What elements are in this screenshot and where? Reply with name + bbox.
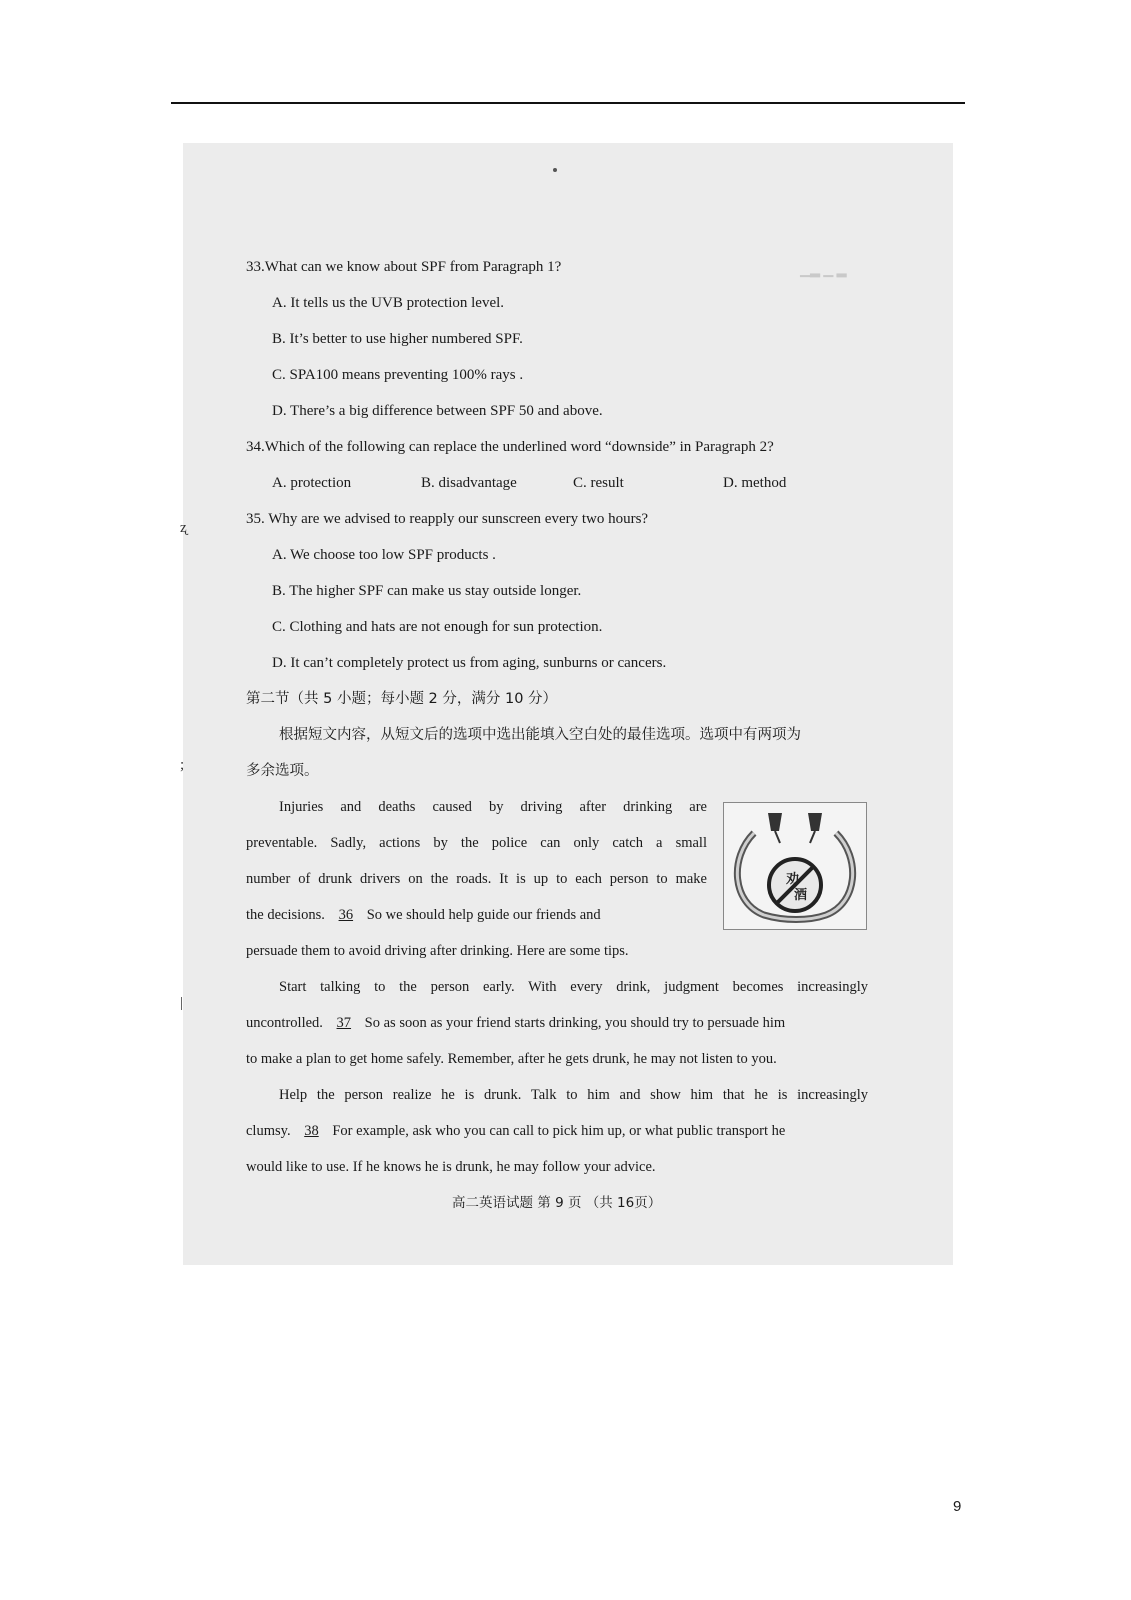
no-urging-drink-illustration [723,802,867,930]
question-35-option-d: D. It can’t completely protect us from aging, sunburns or cancers. [272,655,667,671]
question-34-option-c: C. result [573,475,624,491]
question-33-option-c: C. SPA100 means preventing 100% rays . [272,367,524,383]
question-34-option-b: B. disadvantage [421,475,517,491]
bleed-through: ▁▂ ▁ ▂ [800,262,847,277]
margin-mark: ʐ [180,520,187,536]
question-35-stem: 35. Why are we advised to reapply our sunscreen every two hours? [246,511,649,527]
passage-line: to make a plan to get home safely. Remember, after he gets drunk, he may not listen to you. [246,1051,777,1067]
question-34-stem: 34.Which of the following can replace the underlined word “downside” in Paragraph 2? [246,439,774,455]
margin-mark: ; [180,757,185,773]
section-2-instruction: 根据短文内容，从短文后的选项中选出能填入空白处的最佳选项。选项中有两项为 [279,727,801,743]
question-35-option-c: C. Clothing and hats are not enough for sun protection. [272,619,603,635]
passage-text: the decisions. [246,907,325,923]
passage-text: So we should help guide our friends and [366,907,601,923]
passage-text: So as soon as your friend starts drinking, you should try to persuade him [364,1015,786,1031]
blank-36: 36 [338,907,354,923]
section-2-instruction-cont: 多余选项。 [246,763,319,779]
scan-speck [553,168,557,172]
question-33-option-a: A. It tells us the UVB protection level. [272,295,505,311]
question-33-option-d: D. There’s a big difference between SPF 50 and above. [272,403,603,419]
blank-38: 38 [304,1123,319,1139]
passage-line-with-blank-38 [246,1122,785,1140]
passage-line-with-blank-37 [246,1014,785,1032]
sign-char-2: 酒 [794,888,808,903]
question-33-stem: 33.What can we know about SPF from Paragraph 1? [246,259,562,275]
toast-prohibition-icon [724,803,866,929]
page-number: 9 [953,1498,962,1515]
passage-line: would like to use. If he knows he is drunk, he may follow your advice. [246,1159,656,1175]
sign-char-1: 劝 [786,872,800,887]
passage-text: For example, ask who you can call to pick him up, or what public transport he [332,1123,786,1139]
passage-line: Injuries and deaths caused by driving after drinking are [279,799,707,815]
passage-line: Help the person realize he is drunk. Talk to him and show him that he is increasingly [279,1087,868,1103]
passage-line: Start talking to the person early. With every drink, judgment becomes increasingly [279,979,868,995]
exam-page-footer: 高二英语试题 第 9 页 （共 16页） [452,1195,662,1211]
top-rule [171,102,965,104]
passage-line-with-blank-36 [246,906,601,924]
passage-text: clumsy. [246,1123,291,1139]
question-33-option-b: B. It’s better to use higher numbered SPF. [272,331,523,347]
margin-mark: | [180,995,184,1011]
question-35-option-b: B. The higher SPF can make us stay outside longer. [272,583,582,599]
question-34-option-d: D. method [723,475,787,491]
blank-37: 37 [336,1015,352,1031]
question-34-option-a: A. protection [272,475,352,491]
passage-text: uncontrolled. [246,1015,323,1031]
passage-line: persuade them to avoid driving after drinking. Here are some tips. [246,943,629,959]
passage-line: preventable. Sadly, actions by the police can only catch a small [246,835,707,851]
passage-line: number of drunk drivers on the roads. It is up to each person to make [246,871,707,887]
section-2-heading: 第二节（共 5 小题；每小题 2 分，满分 10 分） [246,691,558,707]
question-35-option-a: A. We choose too low SPF products . [272,547,496,563]
